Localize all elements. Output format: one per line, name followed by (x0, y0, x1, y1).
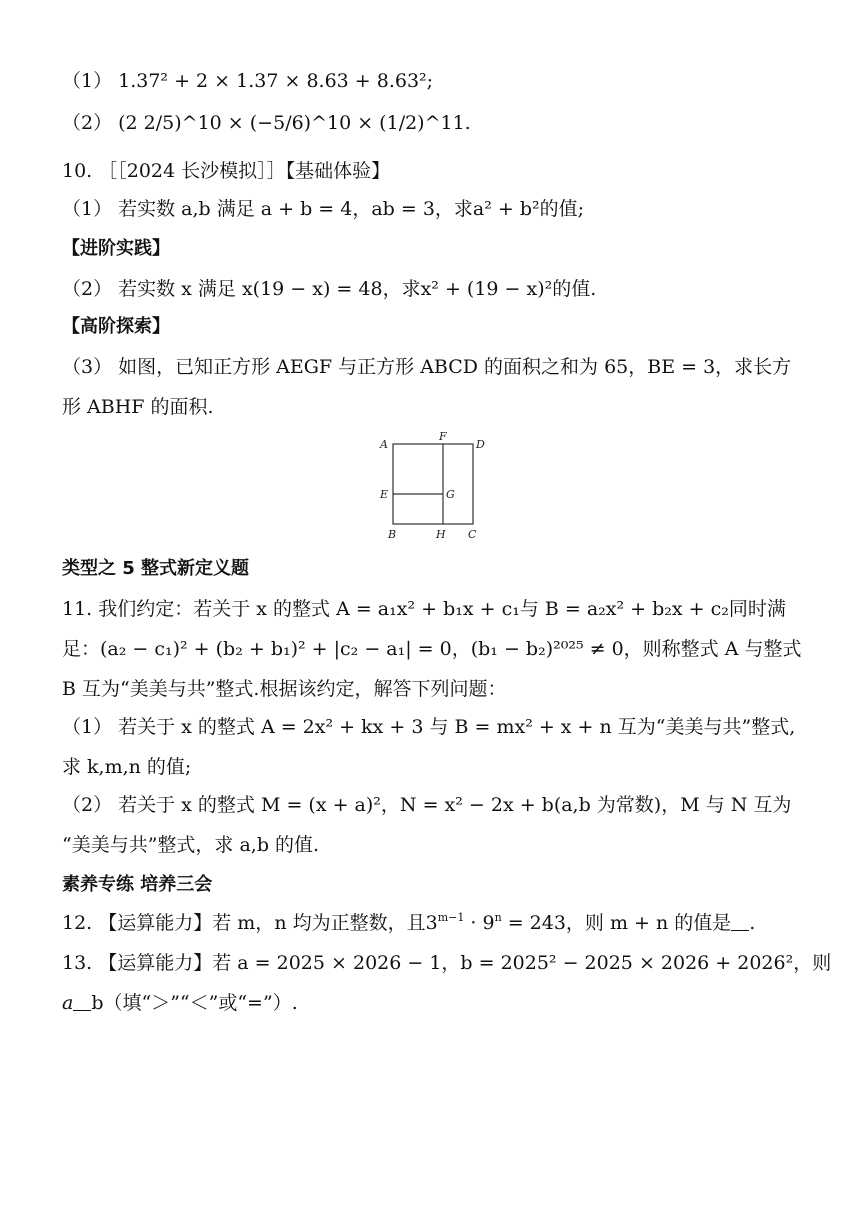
section5-title: 类型之 5 整式新定义题 (62, 558, 250, 579)
p9-item2-prefix: （2） (62, 112, 113, 134)
label-b: B (388, 528, 397, 541)
square-abcd (393, 444, 473, 524)
label-g: G (446, 488, 455, 501)
p12 (62, 910, 755, 936)
p13-line2 (62, 990, 298, 1016)
label-f: F (439, 432, 447, 443)
p9-item1: （1） 1.37² + 2 × 1.37 × 8.63 + 8.63²; (62, 70, 434, 92)
p10-q3-line1: （3） 如图，已知正方形 AEGF 与正方形 ABCD 的面积之和为 65，BE = 3，求长方 (62, 356, 792, 378)
p13-line2-rest: b（填“＞”“＜”或“=”）. (91, 992, 298, 1014)
label-e: E (380, 488, 389, 501)
p9-item2-expr: (2 2/5)^10 × (−5/6)^10 × (1/2)^11. (118, 112, 471, 134)
p12-text-b: · 9 (464, 912, 495, 934)
literacy-section-title: 素养专练 培养三会 (62, 874, 213, 895)
advanced-practice-title: 【进阶实践】 (62, 238, 170, 259)
p11-q2-line1: （2） 若关于 x 的整式 M = (x + a)²，N = x² − 2x + b(a,b 为常数)，M 与 N 互为 (62, 794, 792, 816)
p13-answer-blank[interactable] (73, 992, 91, 1011)
p10-header: 10. ［［2024 长沙模拟］］【基础体验】 (62, 160, 391, 182)
p11-line1: 11. 我们约定：若关于 x 的整式 A = a₁x² + b₁x + c₁与 B = a₂x² + b₂x + c₂同时满 (62, 598, 786, 620)
label-d: D (476, 438, 485, 451)
label-h: H (436, 528, 446, 541)
p12-text-d: . (749, 912, 756, 934)
p12-text-a: 12. 【运算能力】若 m，n 均为正整数，且3 (62, 912, 438, 934)
p12-text-c: = 243，则 m + n 的值是 (501, 912, 732, 934)
p12-exp2: n (494, 911, 502, 924)
high-explore-title: 【高阶探索】 (62, 316, 170, 337)
p11-q2-line2: “美美与共”整式，求 a,b 的值. (62, 834, 320, 856)
square-figure (376, 432, 506, 544)
p10-q2: （2） 若实数 x 满足 x(19 − x) = 48，求x² + (19 − x)²的值. (62, 278, 597, 300)
p10-q3-line2: 形 ABHF 的面积. (62, 396, 214, 418)
label-a: A (380, 438, 388, 451)
label-c: C (468, 528, 477, 541)
p13-var-a: a (62, 992, 74, 1014)
p10-q1: （1） 若实数 a,b 满足 a + b = 4，ab = 3，求a² + b²的值; (62, 198, 585, 220)
p12-answer-blank[interactable] (731, 912, 749, 931)
p11-q1-line1: （1） 若关于 x 的整式 A = 2x² + kx + 3 与 B = mx² + x + n 互为“美美与共”整式, (62, 716, 796, 738)
p11-line2: 足：(a₂ − c₁)² + (b₂ + b₁)² + |c₂ − a₁| = 0，(b₁ − b₂)²⁰²⁵ ≠ 0，则称整式 A 与整式 (62, 638, 802, 660)
p12-exp1: m−1 (437, 911, 465, 924)
p13-line1: 13. 【运算能力】若 a = 2025 × 2026 − 1，b = 2025² − 2025 × 2026 + 2026²，则 (62, 952, 832, 974)
p11-line3: B 互为“美美与共”整式.根据该约定，解答下列问题： (62, 678, 507, 700)
p9-item2 (62, 110, 471, 136)
p11-q1-line2: 求 k,m,n 的值; (62, 756, 192, 778)
